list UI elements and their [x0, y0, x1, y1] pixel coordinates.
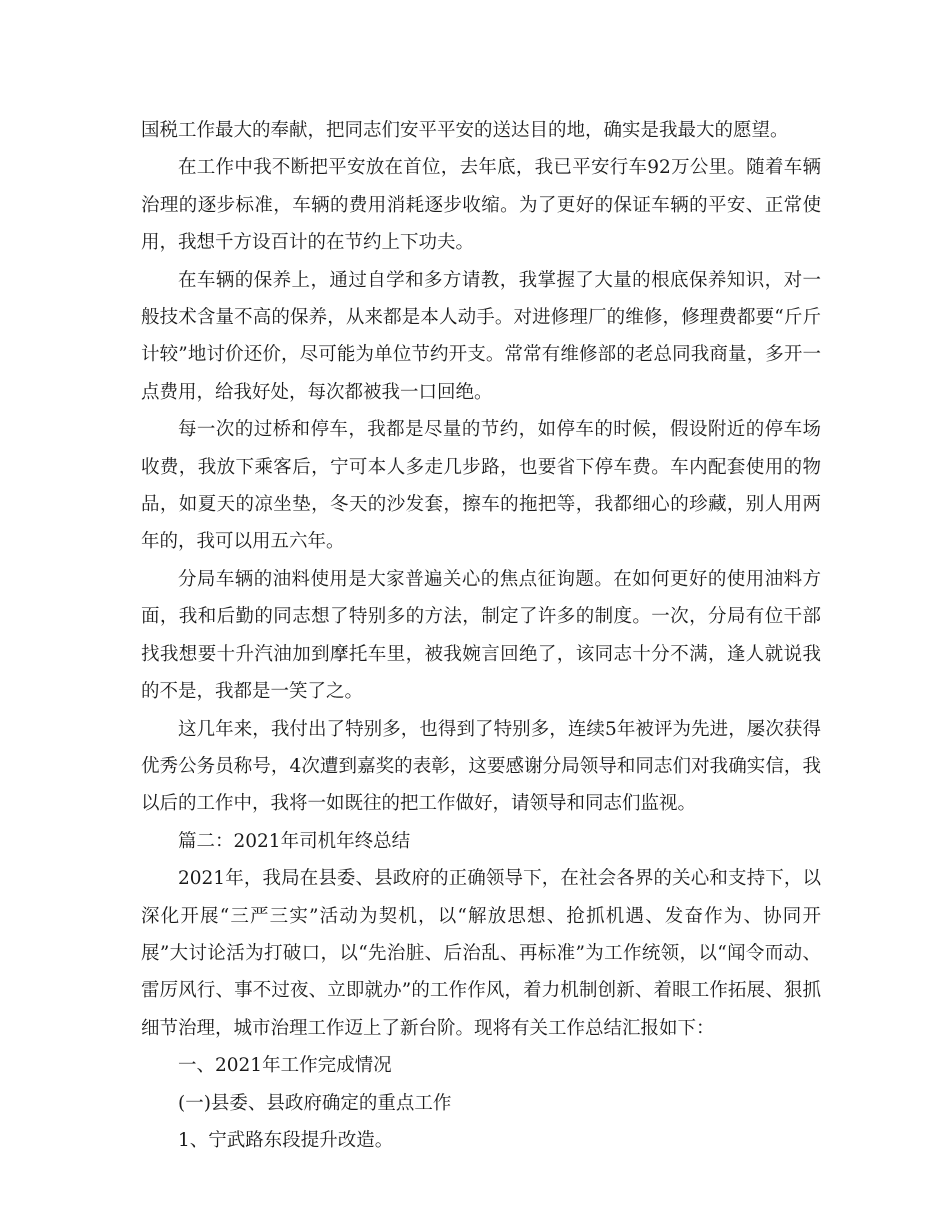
paragraph: 2021年，我局在县委、县政府的正确领导下，在社会各界的关心和支持下，以深化开展“三严三实”活动为契机，以“解放思想、抢抓机遇、发奋作为、协同开展”大讨论活为打破口，以“先治脏、后治乱、再标准”为工作统领，以“闻令而动、雷厉风行、事不过夜、立即就办”的工作作风，着力机制创新、着眼工作拓展、狠抓细节治理，城市治理工作迈上了新台阶。现将有关工作总结汇报如下： — [141, 868, 821, 1039]
paragraph: 分局车辆的油料使用是大家普遍关心的焦点征询题。在如何更好的使用油料方面，我和后勤的同志想了特别多的方法，制定了许多的制度。一次，分局有位干部找我想要十升汽油加到摩托车里，被我婉言回绝了，该同志十分不满，逢人就说我的不是，我都是一笑了之。 — [141, 568, 821, 703]
paragraph: 这几年来，我付出了特别多，也得到了特别多，连续5年被评为先进，屡次获得优秀公务员称号，4次遭到嘉奖的表彰，这要感谢分局领导和同志们对我确实信，我以后的工作中，我将一如既往的把工作做好，请领导和同志们监视。 — [141, 718, 821, 815]
paragraph: 每一次的过桥和停车，我都是尽量的节约，如停车的时候，假设附近的停车场收费，我放下乘客后，宁可本人多走几步路，也要省下停车费。车内配套使用的物品，如夏天的凉坐垫，冬天的沙发套，擦车的拖把等，我都细心的珍藏，别人用两年的，我可以用五六年。 — [141, 419, 821, 553]
paragraph: 国税工作最大的奉献，把同志们安平平安的送达目的地，确实是我最大的愿望。 — [141, 120, 789, 141]
paragraph: 在工作中我不断把平安放在首位，去年底，我已平安行车92万公里。随着车辆治理的逐步标准，车辆的费用消耗逐步收缩。为了更好的保证车辆的平安、正常使用，我想千方设百计的在节约上下功夫。 — [141, 157, 821, 254]
paragraph: 在车辆的保养上，通过自学和多方请教，我掌握了大量的根底保养知识，对一般技术含量不高的保养，从来都是本人动手。对进修理厂的维修，修理费都要“斤斤计较”地讨价还价，尽可能为单位节约开支。常常有维修部的老总同我商量，多开一点费用，给我好处，每次都被我一口回绝。 — [141, 269, 821, 403]
section-heading: 篇二：2021年司机年终总结 — [178, 830, 411, 852]
section-heading: 一、2021年工作完成情况 — [178, 1055, 392, 1077]
subsection-heading: (一)县委、县政府确定的重点工作 — [178, 1092, 452, 1114]
document-body — [141, 112, 821, 1159]
item-heading: 1、宁武路东段提升改造。 — [178, 1129, 394, 1151]
